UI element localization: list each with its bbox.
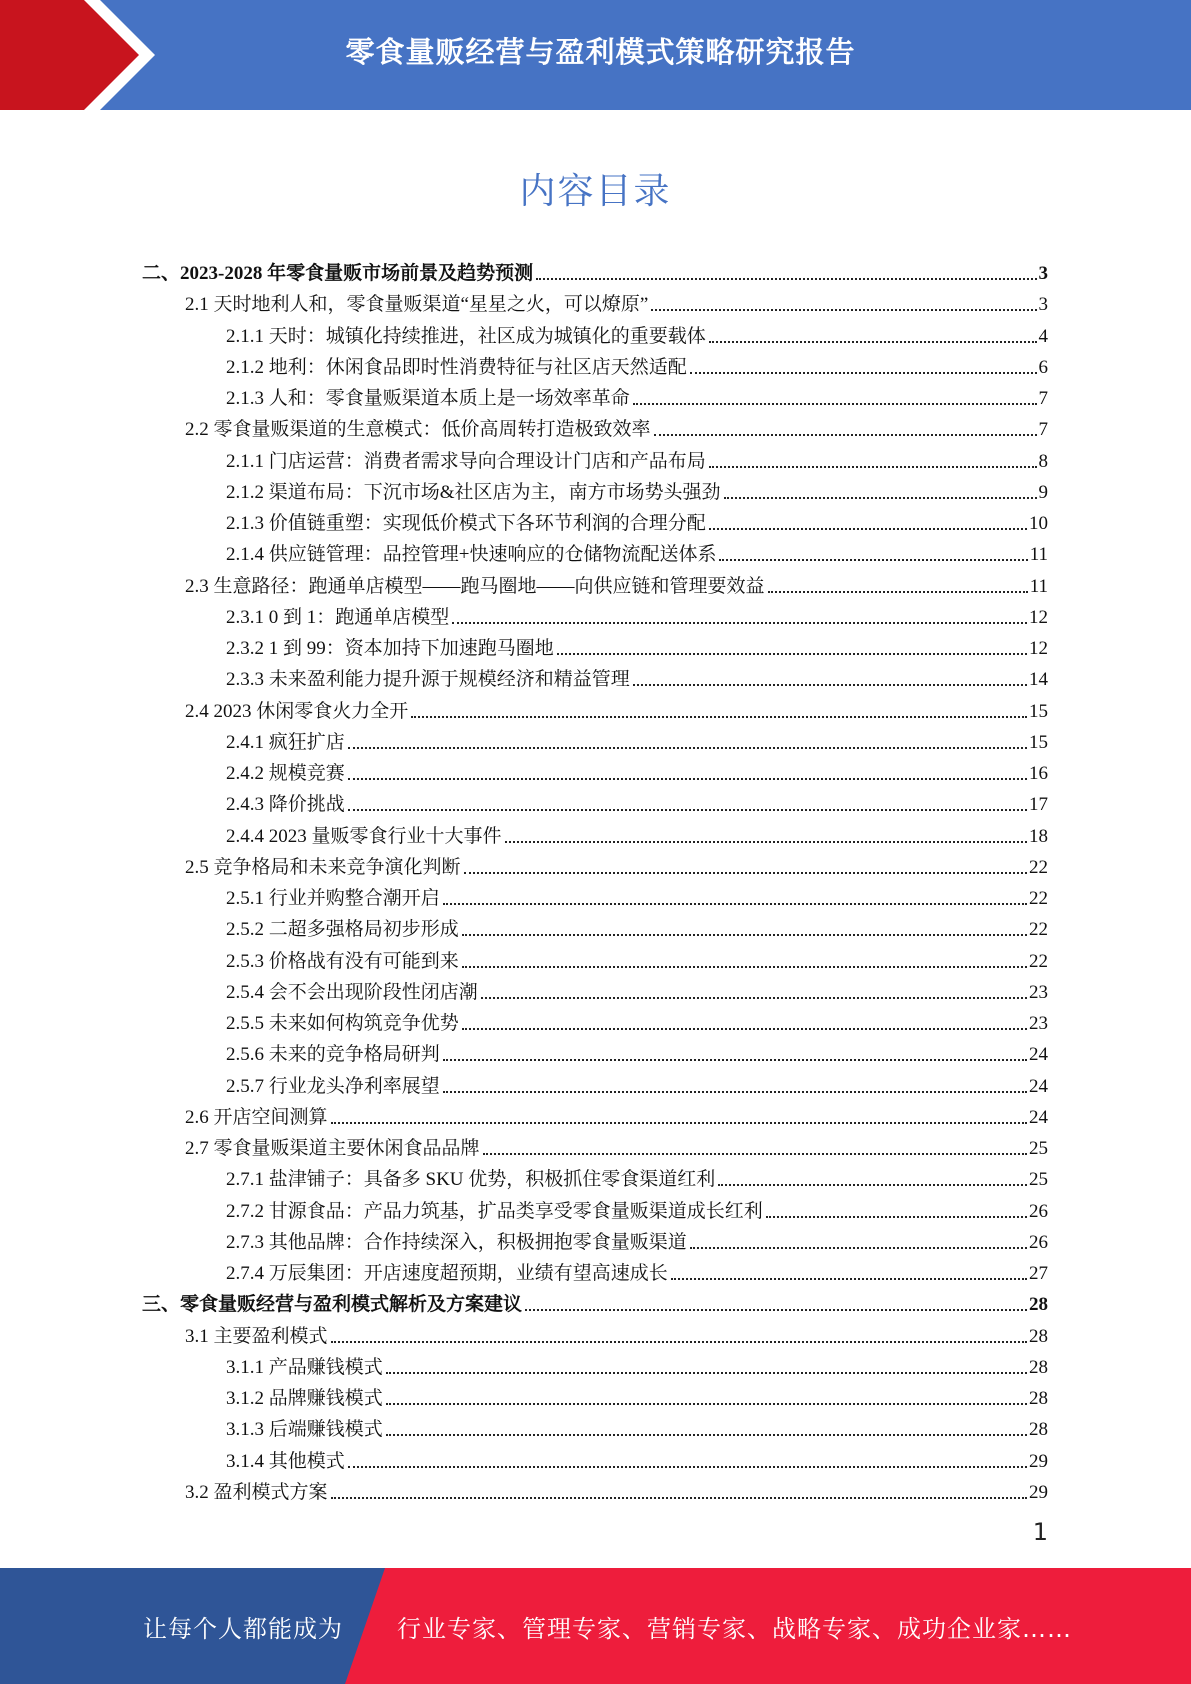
toc-entry-page: 27 xyxy=(1029,1263,1048,1284)
toc-entry-page: 10 xyxy=(1029,513,1048,534)
toc-entry-label: 2.7.3 其他品牌：合作持续深入，积极拥抱零食量贩渠道 xyxy=(226,1231,687,1253)
toc-dot-leader xyxy=(348,778,1027,780)
toc-entry-label: 2.4.4 2023 量贩零食行业十大事件 xyxy=(226,825,502,847)
report-title: 零食量贩经营与盈利模式策略研究报告 xyxy=(345,35,856,69)
toc-entry-page: 24 xyxy=(1029,1106,1048,1128)
toc-dot-leader xyxy=(386,1403,1027,1405)
toc-entry-label: 2.5.6 未来的竞争格局研判 xyxy=(226,1044,440,1066)
toc-entry[interactable] xyxy=(226,1254,1048,1285)
toc-dot-leader xyxy=(525,1309,1027,1311)
toc-dot-leader xyxy=(348,809,1027,811)
toc-dot-leader xyxy=(462,1028,1027,1030)
toc-entry-label: 3.2 盈利模式方案 xyxy=(185,1481,328,1503)
toc-dot-leader xyxy=(633,403,1037,405)
toc-entry-label: 2.3.1 0 到 1：跑通单店模型 xyxy=(226,606,450,628)
toc-dot-leader xyxy=(671,1278,1027,1280)
toc-entry[interactable] xyxy=(226,1192,1048,1223)
toc-entry[interactable] xyxy=(226,473,1048,504)
toc-entry[interactable] xyxy=(226,973,1048,1004)
toc-entry[interactable] xyxy=(226,442,1048,473)
toc-dot-leader xyxy=(690,1247,1027,1249)
toc-entry-page: 24 xyxy=(1029,1044,1048,1066)
footer-slogan-right: 行业专家、管理专家、营销专家、战略专家、成功企业家…… xyxy=(397,1615,1072,1643)
toc-entry[interactable] xyxy=(142,254,1048,285)
toc-entry-page: 28 xyxy=(1029,1325,1048,1347)
toc-entry-label: 2.1.1 天时：城镇化持续推进，社区成为城镇化的重要载体 xyxy=(226,325,706,347)
toc-dot-leader xyxy=(443,1059,1027,1061)
footer-slogan-left: 让每个人都能成为 xyxy=(143,1615,343,1643)
toc-entry-label: 3.1.2 品牌赚钱模式 xyxy=(226,1388,383,1409)
toc-dot-leader xyxy=(464,872,1027,874)
toc-entry[interactable] xyxy=(226,348,1048,379)
toc-dot-leader xyxy=(557,653,1027,655)
toc-entry[interactable] xyxy=(226,504,1048,535)
toc-entry-page: 23 xyxy=(1029,1013,1048,1034)
header-band xyxy=(0,0,1191,110)
toc-entry-page: 6 xyxy=(1038,356,1048,378)
toc-entry[interactable] xyxy=(185,410,1048,441)
toc-entry-page: 22 xyxy=(1029,950,1048,972)
toc-entry-label: 2.1.2 渠道布局：下沉市场&社区店为主，南方市场势头强劲 xyxy=(226,481,721,503)
toc-entry[interactable] xyxy=(226,723,1048,754)
toc-entry[interactable] xyxy=(226,1223,1048,1254)
toc-entry[interactable] xyxy=(185,1473,1048,1504)
toc-entry-page: 28 xyxy=(1029,1388,1048,1409)
toc-entry-page: 22 xyxy=(1029,919,1048,941)
toc-entry[interactable] xyxy=(226,942,1048,973)
toc-entry[interactable] xyxy=(226,598,1048,629)
footer-band xyxy=(0,1568,1191,1684)
toc-entry[interactable] xyxy=(226,379,1048,410)
toc-entry-page: 29 xyxy=(1029,1481,1048,1503)
toc-entry-label: 2.4.1 疯狂扩店 xyxy=(226,731,345,753)
toc-dot-leader xyxy=(331,1122,1027,1124)
toc-entry-page: 3 xyxy=(1038,263,1048,284)
toc-dot-leader xyxy=(709,466,1037,468)
toc-dot-leader xyxy=(462,934,1027,936)
toc-entry[interactable] xyxy=(185,692,1048,723)
toc-entry[interactable] xyxy=(185,848,1048,879)
toc-entry-label: 2.1.2 地利：休闲食品即时性消费特征与社区店天然适配 xyxy=(226,356,687,378)
toc-entry-page: 12 xyxy=(1029,638,1048,659)
toc-dot-leader xyxy=(331,1497,1027,1499)
toc-entry-page: 11 xyxy=(1029,575,1048,597)
toc-entry-page: 15 xyxy=(1029,700,1048,722)
toc-entry-page: 8 xyxy=(1038,450,1048,472)
toc-dot-leader xyxy=(690,372,1037,374)
toc-entry[interactable] xyxy=(185,1098,1048,1129)
toc-dot-leader xyxy=(536,278,1036,280)
toc-entry-page: 18 xyxy=(1029,825,1048,847)
toc-entry-page: 9 xyxy=(1038,481,1048,503)
toc-entry-label: 3.1.3 后端赚钱模式 xyxy=(226,1419,383,1441)
toc-entry-label: 三、零食量贩经营与盈利模式解析及方案建议 xyxy=(142,1294,523,1316)
toc-dot-leader xyxy=(452,622,1027,624)
toc-entry-label: 2.1.3 价值链重塑：实现低价模式下各环节利润的合理分配 xyxy=(226,513,706,534)
toc-dot-leader xyxy=(348,747,1027,749)
toc-dot-leader xyxy=(443,903,1027,905)
toc-dot-leader xyxy=(709,528,1027,530)
toc-entry[interactable] xyxy=(226,910,1048,941)
page-number: 1 xyxy=(1032,1518,1048,1546)
toc-entry[interactable] xyxy=(142,1285,1048,1316)
toc-entry[interactable] xyxy=(226,785,1048,816)
toc-entry-label: 2.4.3 降价挑战 xyxy=(226,794,345,816)
toc-dot-leader xyxy=(483,1153,1027,1155)
toc-entry-label: 2.1.4 供应链管理：品控管理+快速响应的仓储物流配送体系 xyxy=(226,544,717,566)
toc-dot-leader xyxy=(411,716,1027,718)
toc-entry-page: 25 xyxy=(1029,1169,1048,1191)
toc-entry-label: 2.7.4 万辰集团：开店速度超预期，业绩有望高速成长 xyxy=(226,1263,668,1284)
toc-dot-leader xyxy=(766,1216,1027,1218)
toc-dot-leader xyxy=(386,1372,1027,1374)
toc-entry-label: 2.5.7 行业龙头净利率展望 xyxy=(226,1075,440,1097)
toc-dot-leader xyxy=(462,966,1027,968)
toc-entry-label: 3.1.1 产品赚钱模式 xyxy=(226,1356,383,1378)
toc-dot-leader xyxy=(724,497,1037,499)
toc-entry-page: 29 xyxy=(1029,1450,1048,1472)
toc-entry-page: 23 xyxy=(1029,981,1048,1003)
toc-entry-page: 17 xyxy=(1029,794,1048,816)
toc-entry[interactable] xyxy=(226,754,1048,785)
toc-entry-label: 2.5.4 会不会出现阶段性闭店潮 xyxy=(226,981,478,1003)
toc-entry-page: 28 xyxy=(1029,1294,1048,1316)
toc-entry-label: 2.4 2023 休闲零食火力全开 xyxy=(185,700,409,722)
toc-entry[interactable] xyxy=(226,660,1048,691)
toc-entry-label: 2.3.3 未来盈利能力提升源于规模经济和精益管理 xyxy=(226,669,630,691)
toc-entry[interactable] xyxy=(226,1004,1048,1035)
toc-entry-label: 2.1.3 人和：零食量贩渠道本质上是一场效率革命 xyxy=(226,388,630,409)
toc-entry-page: 22 xyxy=(1029,856,1048,878)
toc-dot-leader xyxy=(651,309,1036,311)
toc-entry[interactable] xyxy=(226,1410,1048,1441)
toc-dot-leader xyxy=(386,1434,1027,1436)
toc-entry-page: 15 xyxy=(1029,731,1048,753)
toc-entry-label: 2.7.2 甘源食品：产品力筑基，扩品类享受零食量贩渠道成长红利 xyxy=(226,1200,763,1222)
toc-entry-page: 26 xyxy=(1029,1231,1048,1253)
toc-entry-page: 11 xyxy=(1029,544,1048,566)
toc-entry-page: 3 xyxy=(1038,294,1048,316)
toc-entry-label: 2.5.1 行业并购整合潮开启 xyxy=(226,888,440,909)
toc-entry-label: 2.3 生意路径：跑通单店模型——跑马圈地——向供应链和管理要效益 xyxy=(185,575,765,597)
toc-entry-page: 24 xyxy=(1029,1075,1048,1097)
toc-entry-page: 22 xyxy=(1029,888,1048,909)
toc-dot-leader xyxy=(481,997,1027,999)
toc-entry-label: 2.3.2 1 到 99：资本加持下加速跑马圈地 xyxy=(226,638,554,659)
toc-entry-page: 14 xyxy=(1029,669,1048,691)
toc-entry-label: 2.1 天时地利人和，零食量贩渠道“星星之火，可以燎原” xyxy=(185,294,649,316)
toc-entry-label: 3.1.4 其他模式 xyxy=(226,1450,345,1472)
toc-entry-page: 28 xyxy=(1029,1419,1048,1441)
toc-entry[interactable] xyxy=(226,317,1048,348)
toc-dot-leader xyxy=(331,1341,1027,1343)
toc-entry[interactable] xyxy=(226,1379,1048,1410)
toc-entry[interactable] xyxy=(226,1442,1048,1473)
toc-dot-leader xyxy=(348,1466,1027,1468)
toc-dot-leader xyxy=(709,341,1037,343)
toc-entry-label: 2.1.1 门店运营：消费者需求导向合理设计门店和产品布局 xyxy=(226,450,706,472)
toc-entry-label: 3.1 主要盈利模式 xyxy=(185,1325,328,1347)
toc-entry-page: 12 xyxy=(1029,606,1048,628)
toc-entry[interactable] xyxy=(185,1317,1048,1348)
toc-entry-page: 7 xyxy=(1038,388,1048,409)
toc-heading: 内容目录 xyxy=(519,171,672,212)
toc-entry[interactable] xyxy=(226,1348,1048,1379)
toc-entry-page: 7 xyxy=(1038,419,1048,441)
toc-entry[interactable] xyxy=(185,1129,1048,1160)
toc-entry-page: 25 xyxy=(1029,1138,1048,1159)
toc-entry[interactable] xyxy=(226,1160,1048,1191)
toc-entry-label: 2.5 竞争格局和未来竞争演化判断 xyxy=(185,856,461,878)
toc-dot-leader xyxy=(443,1091,1027,1093)
toc-dot-leader xyxy=(718,1184,1027,1186)
toc-entry[interactable] xyxy=(226,535,1048,566)
toc-entry[interactable] xyxy=(226,817,1048,848)
toc-dot-leader xyxy=(719,559,1027,561)
toc-entry[interactable] xyxy=(185,567,1048,598)
toc-entry[interactable] xyxy=(226,1035,1048,1066)
toc-dot-leader xyxy=(654,434,1037,436)
toc-entry-page: 26 xyxy=(1029,1200,1048,1222)
toc-entry[interactable] xyxy=(226,629,1048,660)
toc-entry[interactable] xyxy=(185,285,1048,316)
toc-entry-label: 2.5.2 二超多强格局初步形成 xyxy=(226,919,459,941)
toc-dot-leader xyxy=(768,591,1028,593)
toc-entry-label: 2.5.3 价格战有没有可能到来 xyxy=(226,950,459,972)
toc-entry-page: 4 xyxy=(1038,325,1048,347)
toc-entry[interactable] xyxy=(226,879,1048,910)
toc-entry[interactable] xyxy=(226,1067,1048,1098)
toc-entry-label: 2.4.2 规模竞赛 xyxy=(226,763,345,784)
toc-entry-label: 2.6 开店空间测算 xyxy=(185,1106,328,1128)
toc-entry-label: 2.2 零食量贩渠道的生意模式：低价高周转打造极致效率 xyxy=(185,419,651,441)
toc-entry-page: 28 xyxy=(1029,1356,1048,1378)
toc-entry-label: 2.7.1 盐津铺子：具备多 SKU 优势，积极抓住零食渠道红利 xyxy=(226,1169,716,1191)
toc-entry-label: 2.5.5 未来如何构筑竞争优势 xyxy=(226,1013,459,1034)
toc-entry-label: 2.7 零食量贩渠道主要休闲食品品牌 xyxy=(185,1138,480,1159)
toc-entry-label: 二、2023-2028 年零食量贩市场前景及趋势预测 xyxy=(142,263,534,284)
toc-entry-page: 16 xyxy=(1029,763,1048,784)
toc-dot-leader xyxy=(505,841,1027,843)
toc-dot-leader xyxy=(633,684,1027,686)
